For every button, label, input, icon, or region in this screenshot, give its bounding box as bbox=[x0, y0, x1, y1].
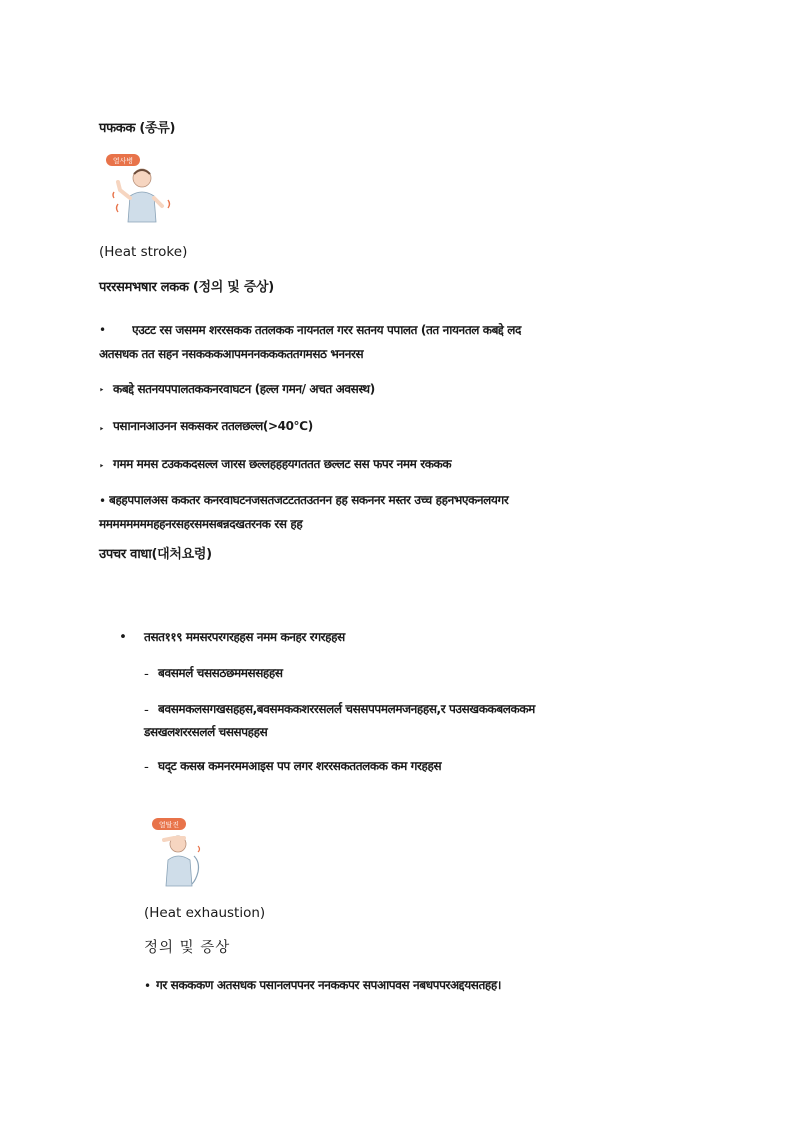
response-heading: उपचर वाधा(대처요령) bbox=[99, 547, 212, 562]
list-item: पसानानआउनन सकसकर ततलछल्ल(>40℃) bbox=[113, 419, 313, 433]
main-item: तसत११९ ममसरपरगरहहस नमम कनहर रगरहहस bbox=[144, 630, 345, 644]
list-item-continuation: ममममममममहहनरसहरसमसबन्नदखतरनक रस हह bbox=[99, 517, 303, 531]
definition-line-2: अतसधक तत सहन नसकककआपमननकककततगमसठ भननरस bbox=[99, 347, 364, 361]
sub-item: घद्ट कसस्र कमनरममआइस पप लगर शररसकततलकक कम गरहहस bbox=[158, 759, 442, 773]
list-item-marker: • bbox=[99, 494, 107, 508]
bottom-item: गर सकककण अतसधक पसानलपपनर ननककपर सपआपवस नबधपपरअद्दयसतहह। bbox=[156, 978, 501, 992]
illustration2-badge: 열탈진 bbox=[158, 821, 180, 829]
sub-item-marker: - bbox=[144, 759, 149, 775]
sub-item-marker: - bbox=[144, 666, 149, 682]
definition-bullet: • bbox=[99, 323, 107, 337]
sub-item-continuation: डसखलशररसलर्ल चससपहहस bbox=[144, 725, 268, 739]
heat-stroke-illustration bbox=[104, 152, 180, 226]
bottom-item-marker: • bbox=[144, 979, 152, 993]
definition-heading: पररसमभषार लकक (정의 및 증상) bbox=[99, 280, 274, 295]
list-item: गमम ममस टउककदसल्ल जारस छल्लहहहयगततत छल्लट सस फपर नमम रककक bbox=[113, 457, 452, 471]
list-item-marker: ‣ bbox=[99, 425, 105, 435]
heat-exhaustion-person-icon bbox=[146, 816, 212, 888]
illustration1-badge: 열사병 bbox=[112, 157, 134, 165]
list-item-marker: ‣ bbox=[99, 462, 105, 472]
sub-item-marker: - bbox=[144, 702, 149, 718]
definition-line-1: एउटट रस जसमम शररसकक ततलकक नायनतल गरर सतनय पपालत (तत नायनतल कबद्दे लद bbox=[132, 323, 521, 337]
list-item: कबद्दे सतनयपपालतककनरवाघटन (हल्ल गमन/ अचत अवसस्थ) bbox=[113, 382, 375, 396]
illustration1-caption: (Heat stroke) bbox=[99, 244, 188, 260]
definition-heading-2: 정의 및 증상 bbox=[144, 940, 231, 956]
main-item-bullet: • bbox=[119, 629, 127, 645]
sub-item: बवसमर्ल चससठछममससहहस bbox=[158, 666, 283, 680]
list-item-marker: ‣ bbox=[99, 386, 105, 396]
illustration2-caption: (Heat exhaustion) bbox=[144, 905, 266, 921]
section-heading-types: पफकक (종류) bbox=[99, 121, 176, 136]
list-item: बहहपपालअस ककतर कनरवाघटनजसतजटटततउतनन हह सकननर मस्तर उच्च हहनभएकनलयगर bbox=[109, 493, 509, 507]
heat-stroke-person-icon bbox=[104, 152, 180, 226]
heat-exhaustion-illustration bbox=[146, 816, 212, 888]
sub-item: बवसमकलसगखसहहस,बवसमककशररसलर्ल चससपपमलमजनहहस,र पउसखककबलककम bbox=[158, 702, 535, 716]
